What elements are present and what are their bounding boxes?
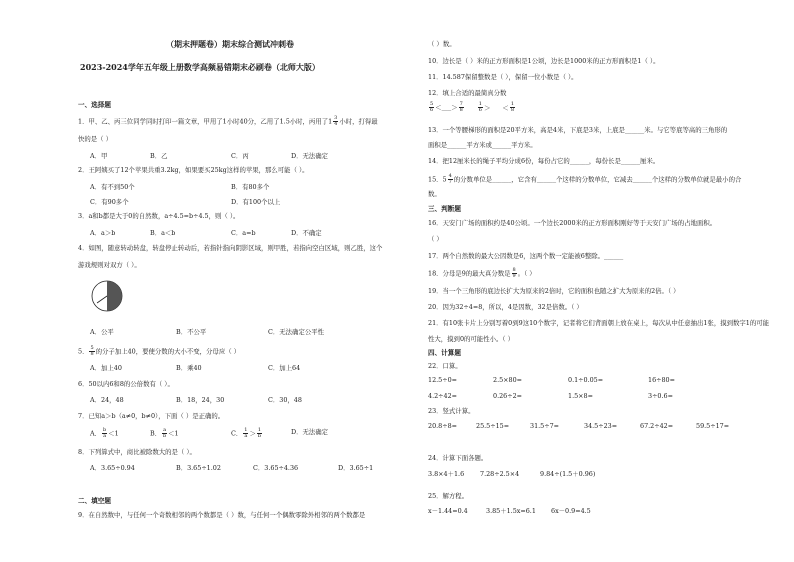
q7-c-fraction-2 — [257, 428, 262, 439]
q7-b-rel: ＜1 — [168, 429, 179, 438]
q7-c-rel: ＞ — [249, 429, 256, 438]
calc-3-3: 31.5÷7= — [530, 422, 560, 430]
q16-text: 16．天安门广场的面积约是40公顷。一个边长2000米的正方形面积刚好等于天安门广场的占地面积。 — [428, 219, 717, 227]
q12-frac-4 — [510, 102, 515, 113]
q5-prefix: 5． — [78, 347, 89, 356]
section-judge: 三、判断题 — [428, 205, 461, 213]
q7-option-c[interactable] — [231, 428, 263, 439]
q3-option-c[interactable]: C．a=b — [231, 229, 256, 237]
q12-frac-2-den: 8 — [459, 107, 463, 113]
q2-option-c[interactable]: C．有90多个 — [90, 198, 129, 206]
q7-a-num: b — [103, 427, 107, 433]
q10-text: 10．边长是（ ）米的正方形面积是1公顷，边长是1000米的正方形面积是1（ ）。 — [428, 57, 660, 65]
q12-rel-2: ＞ — [451, 103, 458, 112]
q12-frac-3 — [478, 102, 483, 113]
q6-text: 6．50以内6和8的公倍数有（ ）。 — [78, 380, 174, 388]
q15-whole: 15．5 — [428, 175, 447, 184]
q11-text: 11．14.587保留整数是（ ），保留一位小数是（ ）。 — [428, 73, 578, 81]
q1-option-d[interactable]: D．无法确定 — [291, 152, 329, 160]
q1-frac-num: 3 — [334, 115, 338, 121]
q16-text-line-2: （ ） — [428, 235, 443, 243]
calc-5-3: 6x－0.9=4.5 — [551, 507, 591, 515]
q12-frac-4-den: 8 — [510, 107, 514, 113]
calc-3-2: 25.5÷15= — [476, 422, 510, 430]
q12-frac-4-wrap — [502, 101, 516, 113]
q4-option-b[interactable]: B．不公平 — [176, 328, 207, 336]
q18-fraction — [512, 268, 517, 279]
q4-option-c[interactable]: C．无法确定公平性 — [268, 328, 325, 336]
q18-text-a: 18．分母是9的最大真分数是 — [428, 269, 511, 278]
q7-c-label: C． — [231, 429, 243, 438]
q7-c-num-2: 1 — [257, 427, 262, 433]
q3-option-b[interactable]: B．a＜b — [150, 229, 176, 237]
q7-text: 7．已知a＞b（a≠0，b≠0），下面（ ）是正确的。 — [78, 412, 225, 420]
q12-rel-3: ＞ — [483, 103, 491, 112]
q12-frac-4-num: 1 — [510, 101, 514, 107]
q7-c-den-2: b — [257, 433, 262, 439]
q7-a-rel: ＜1 — [108, 429, 119, 438]
q21-text: 21．有10张卡片上分别写着0到9这10个数字，记者将它们背面朝上放在桌上，每次从中任意抽出1张，摸到数字1的可能 — [428, 319, 770, 327]
q8-option-d[interactable]: D．3.65÷1 — [338, 464, 374, 472]
calc-4-1: 3.8×4＋1.6 — [428, 470, 465, 478]
calc-2-3: 1.5×8= — [568, 392, 593, 400]
q5-option-c[interactable]: C．加上64 — [268, 364, 301, 372]
q15-frac-num: 4 — [448, 173, 452, 179]
q7-a-label: A． — [90, 429, 102, 438]
q12-frac-2 — [459, 102, 464, 113]
q5-option-a[interactable]: A．加上40 — [90, 364, 122, 372]
q19-text: 19．当一个三角形的底边长扩大为原来的2倍时，它的面积也随之扩大为原来的2倍。（ ） — [428, 287, 680, 295]
q3-option-d[interactable]: D．不确定 — [291, 229, 322, 237]
q7-option-d[interactable]: D．无法确定 — [291, 428, 329, 436]
q8-text: 8．下列算式中，商比被除数大的是（ ）。 — [78, 448, 196, 456]
q1-frac-den: 4 — [334, 121, 338, 127]
q12-rel-1: ＜ — [435, 103, 442, 112]
q5-frac-den: 8 — [90, 351, 94, 357]
q7-a-fraction — [102, 428, 107, 439]
q1-text-line-2: 快的是（ ） — [78, 135, 112, 143]
q12-frac-1-den: 6 — [430, 107, 434, 113]
q14-text: 14．把12厘米长的绳子平均分成6份，每份占它的______，每份长是______厘米。 — [428, 157, 660, 165]
q2-option-a[interactable]: A．有不到50个 — [90, 183, 135, 191]
q9-continuation: （ ）数。 — [428, 40, 456, 48]
q4-option-a[interactable]: A．公平 — [90, 328, 114, 336]
q1-text — [78, 116, 378, 127]
q12-text: 12．填上合适的最简真分数 — [428, 89, 507, 97]
calc-5-1: x－1.44=0.4 — [428, 507, 468, 515]
q7-b-num: a — [163, 427, 167, 433]
q7-c-num-1: 1 — [244, 427, 248, 433]
q15-frac-den: 7 — [448, 179, 452, 185]
q15-fraction — [448, 174, 453, 185]
calc-2-4: 3÷0.6= — [648, 392, 673, 400]
q3-option-a[interactable]: A．a＞b — [90, 229, 116, 237]
q8-option-a[interactable]: A．3.65÷0.94 — [90, 464, 135, 472]
q4-text-line-2: 游戏规则对双方（ ）。 — [78, 261, 141, 269]
q1-option-a[interactable]: A．甲 — [90, 152, 108, 160]
q5-text-body: 的分子加上40，要使分数的大小不变，分母应（ ） — [95, 347, 241, 356]
q7-b-label: B． — [150, 429, 162, 438]
calc-1-2: 2.5×80= — [493, 376, 523, 384]
q22-text: 22．口算。 — [428, 362, 462, 370]
q18-text — [428, 268, 536, 279]
q25-text: 25．解方程。 — [428, 492, 469, 500]
q6-option-a[interactable]: A．24，48 — [90, 396, 124, 404]
q5-text — [78, 346, 240, 357]
calc-4-2: 7.28÷2.5×4 — [480, 470, 520, 478]
q7-option-b[interactable] — [150, 428, 179, 439]
q24-text: 24．计算下面各题。 — [428, 454, 488, 462]
q2-option-b[interactable]: B．有80多个 — [231, 183, 270, 191]
calc-3-5: 67.2÷42= — [640, 422, 674, 430]
q5-fraction — [89, 346, 94, 357]
calc-1-4: 16÷80= — [648, 376, 675, 384]
calc-3-6: 59.5÷17= — [696, 422, 730, 430]
q12-frac-3-wrap — [477, 101, 491, 113]
section-calculation: 四、计算题 — [428, 349, 461, 357]
calc-2-2: 0.26÷2= — [493, 392, 523, 400]
q18-frac-den: 9 — [512, 273, 516, 279]
q6-option-c[interactable]: C．30，48 — [268, 396, 302, 404]
q3-text: 3．a和b都是大于0的自然数，a÷4.5=b÷4.5，则（ ）。 — [78, 212, 240, 220]
q7-b-den: b — [162, 433, 167, 439]
q1-fraction — [333, 116, 338, 127]
q15-text-line-2: 数。 — [428, 190, 441, 198]
q13-text: 13．一个等腰梯形的面积是20平方米，高是4米，下底是3米，上底是______米。与它等底等高的三角形的 — [428, 126, 728, 134]
q12-frac-1 — [429, 102, 434, 113]
q12-rel-4: ＜ — [502, 103, 509, 112]
section-choice: 一、选择题 — [78, 101, 111, 109]
calc-3-1: 20.8÷8= — [428, 422, 458, 430]
q12-blank-1[interactable]: ___ — [441, 103, 452, 112]
q7-a-den: a — [103, 433, 107, 439]
q12-frac-3-den: 6 — [478, 107, 482, 113]
q12-frac-3-num: 1 — [478, 101, 482, 107]
q2-option-d[interactable]: D．有100个以上 — [231, 198, 281, 206]
calc-1-3: 0.1÷0.05= — [568, 376, 604, 384]
calc-2-1: 4.2÷42= — [428, 392, 458, 400]
q13-text-line-2: 面积是______平方米或______平方米。 — [428, 141, 537, 149]
q17-text: 17．两个自然数的最大公因数是6，这两个数一定能被6整除。______ — [428, 252, 624, 260]
q1-option-b[interactable]: B．乙 — [150, 152, 168, 160]
q7-option-a[interactable] — [90, 428, 119, 439]
q15-text — [428, 174, 741, 185]
q20-text: 20．因为32÷4=8，所以，4是因数，32是倍数。（ ） — [428, 303, 583, 311]
q18-frac-num: 8 — [512, 267, 516, 273]
q1-text-a: 1．甲、乙、丙三位同学同时打印一篇文章，甲用了1小时40分，乙用了1.5小时，丙用了1 — [78, 117, 333, 126]
q12-fraction-row — [428, 102, 516, 113]
q1-text-b: 小时，打得最 — [339, 117, 378, 126]
calc-1-1: 12.5÷0= — [428, 376, 458, 384]
q4-text: 4．如图，随意转动转盘，转盘停止转动后，若指针指向阴影区域，则甲胜，若指向空白区域，则乙胜，这个 — [78, 244, 383, 252]
exam-title-line-2: 2023-2024学年五年级上册数学高频易错期末必刷卷（北师大版） — [80, 62, 320, 72]
q18-text-b: 。（ ） — [517, 269, 536, 278]
exam-title-line-1: （期末押题卷）期末综合测试冲刺卷 — [166, 39, 294, 49]
q8-option-c[interactable]: C．3.65÷4.36 — [253, 464, 299, 472]
calc-5-2: 3.85＋1.5x=6.1 — [486, 507, 536, 515]
spinner-pie-icon — [90, 279, 124, 313]
q23-text: 23．竖式计算。 — [428, 407, 475, 415]
section-fill-blank: 二、填空题 — [78, 497, 111, 505]
q5-frac-num: 5 — [90, 345, 94, 351]
q5-option-b[interactable]: B．乘40 — [176, 364, 202, 372]
calc-3-4: 34.5÷23= — [584, 422, 618, 430]
q2-text: 2．王阿姨买了12个苹果共重3.2kg，如果要买25kg这样的苹果，那么可能（ ）。 — [78, 166, 309, 174]
q6-option-b[interactable]: B．18，24，30 — [176, 396, 225, 404]
q21-text-line-2: 性大，摸到0的可能性小。（ ） — [428, 335, 514, 343]
q8-option-b[interactable]: B．3.65÷1.02 — [176, 464, 221, 472]
q12-frac-1-num: 5 — [430, 101, 434, 107]
q15-text-body: 的分数单位是______，它含有______个这样的分数单位，它减去______个这样的分数单位就是最小的合 — [453, 175, 742, 184]
q9-text: 9．在自然数中，与任何一个奇数相邻的两个数都是（ ）数，与任何一个偶数零除外相邻的两个数都是 — [78, 511, 366, 519]
q12-frac-2-num: 7 — [459, 101, 463, 107]
calc-4-3: 9.84÷(1.5＋0.96) — [540, 470, 596, 478]
q7-c-den-1: a — [244, 433, 248, 439]
q7-c-fraction-1 — [243, 428, 248, 439]
q7-b-fraction — [162, 428, 167, 439]
q1-option-c[interactable]: C．丙 — [231, 152, 249, 160]
